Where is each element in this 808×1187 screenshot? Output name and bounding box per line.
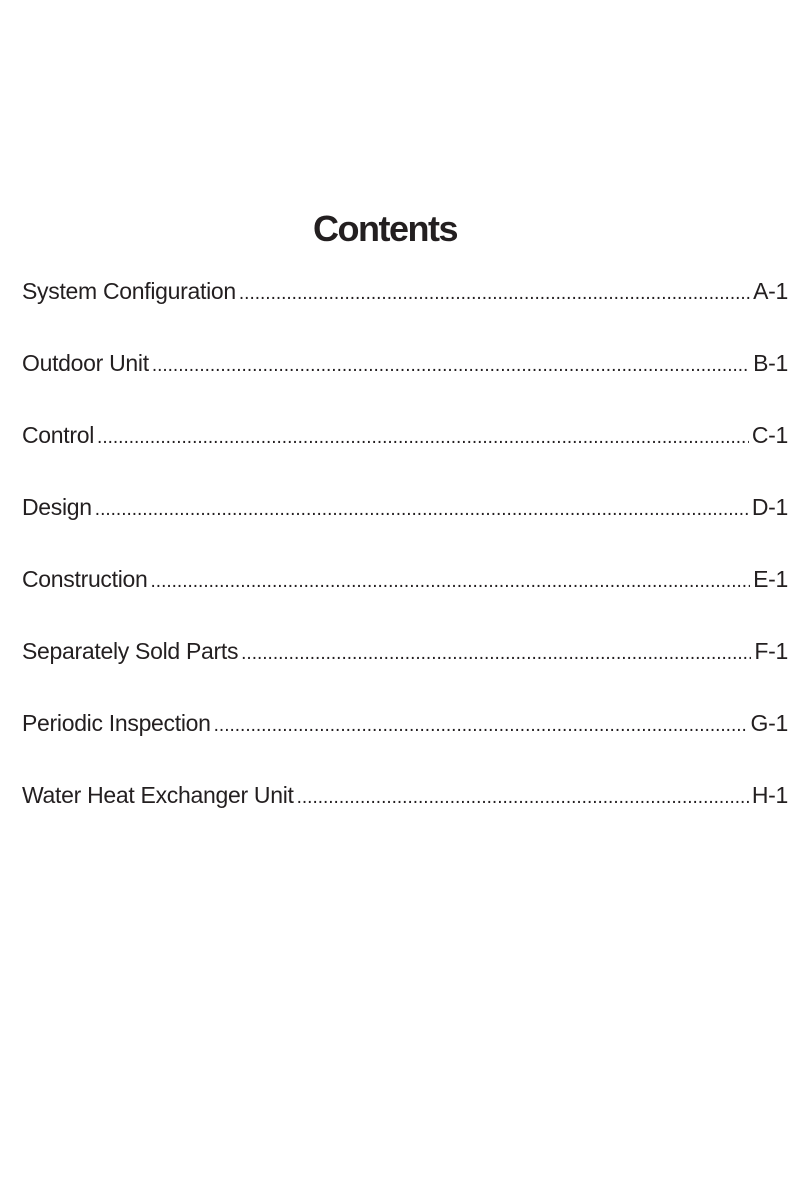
dot-leader xyxy=(97,423,749,453)
toc-entry-label: Construction xyxy=(22,566,148,592)
toc-entry-page: F-1 xyxy=(754,638,788,664)
toc-entry-system-configuration[interactable] xyxy=(22,276,788,348)
dot-leader xyxy=(152,351,750,381)
toc-entry-label: Separately Sold Parts xyxy=(22,638,239,664)
table-of-contents xyxy=(22,276,788,852)
toc-entry-label: Outdoor Unit xyxy=(22,350,149,376)
dot-leader xyxy=(95,495,749,525)
toc-entry-page: D-1 xyxy=(751,494,788,520)
toc-entry-page: C-1 xyxy=(751,422,788,448)
toc-entry-design[interactable] xyxy=(22,492,788,564)
toc-entry-page: A-1 xyxy=(753,278,788,304)
toc-entry-separately-sold-parts[interactable] xyxy=(22,636,788,708)
toc-entry-periodic-inspection[interactable] xyxy=(22,708,788,780)
toc-entry-label: Design xyxy=(22,494,92,520)
dot-leader xyxy=(297,783,749,813)
toc-entry-page: B-1 xyxy=(753,350,788,376)
toc-entry-label: System Configuration xyxy=(22,278,236,304)
dot-leader xyxy=(214,711,748,741)
toc-entry-label: Water Heat Exchanger Unit xyxy=(22,782,294,808)
toc-entry-page: G-1 xyxy=(750,710,788,736)
toc-entry-construction[interactable] xyxy=(22,564,788,636)
dot-leader xyxy=(241,639,751,669)
toc-entry-label: Periodic Inspection xyxy=(22,710,211,736)
toc-entry-water-heat-exchanger-unit[interactable] xyxy=(22,780,788,852)
toc-entry-outdoor-unit[interactable] xyxy=(22,348,788,420)
dot-leader xyxy=(239,279,750,309)
toc-entry-page: E-1 xyxy=(753,566,788,592)
toc-entry-page: H-1 xyxy=(751,782,788,808)
toc-entry-label: Control xyxy=(22,422,95,448)
page-title: Contents xyxy=(313,208,457,250)
toc-entry-control[interactable] xyxy=(22,420,788,492)
dot-leader xyxy=(151,567,751,597)
